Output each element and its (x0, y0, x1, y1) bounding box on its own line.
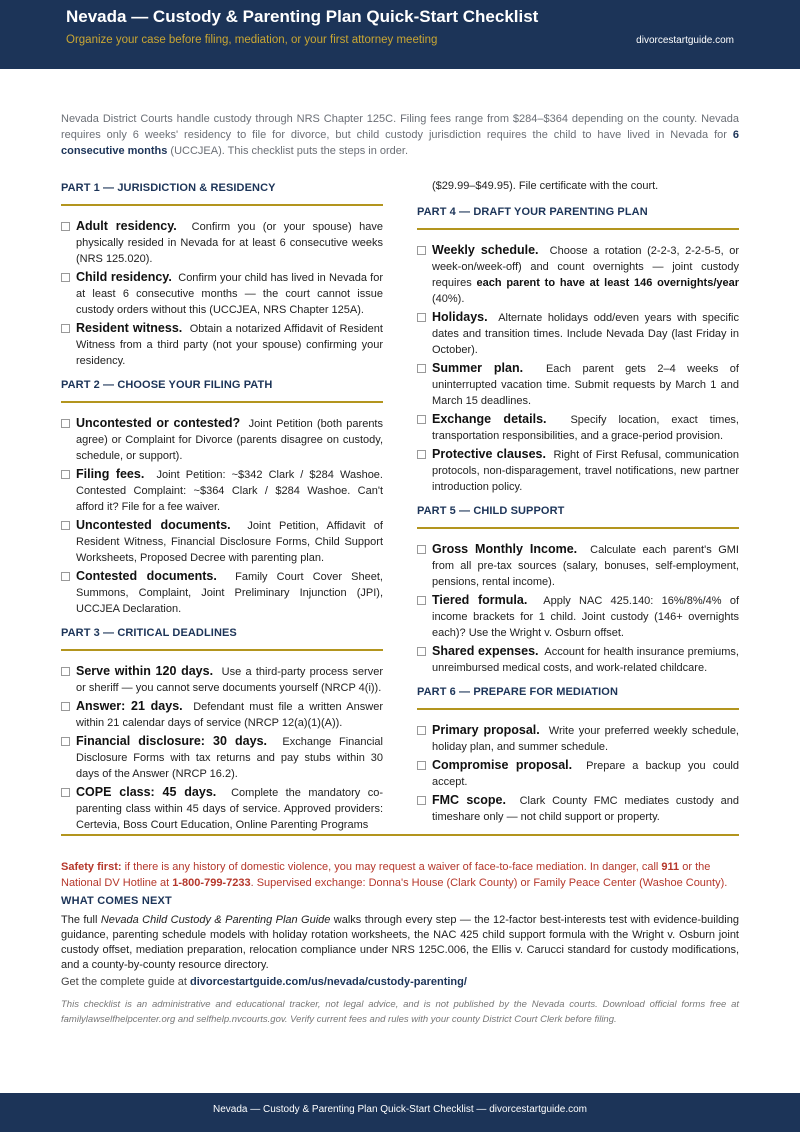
checklist-item (61, 415, 383, 464)
checklist-item (417, 757, 739, 790)
item-label: Summer plan. (432, 361, 524, 375)
part-2-heading: PART 2 — CHOOSE YOUR FILING PATH (61, 375, 383, 403)
what-comes-next-heading: WHAT COMES NEXT (61, 895, 172, 907)
item-label: Uncontested documents. (76, 518, 231, 532)
item-text: Each parent gets 2–4 weeks of uninterrupted vacation time. Submit requests by March 1 and March 15 deadlines. (432, 363, 739, 407)
page-header (0, 0, 800, 69)
intro-text-end: (UCCJEA). This checklist puts the steps in order. (167, 145, 409, 157)
item-label: Filing fees. (76, 467, 145, 481)
item-label: Gross Monthly Income. (432, 542, 578, 556)
item-text-end: (40%). (432, 293, 465, 305)
link-prefix: Get the complete guide at (61, 976, 191, 988)
part-5-section (417, 501, 739, 676)
checkbox[interactable] (61, 222, 70, 231)
checkbox[interactable] (417, 364, 426, 373)
checkbox[interactable] (61, 470, 70, 479)
item-label: Adult residency. (76, 219, 177, 233)
checklist-item (417, 722, 739, 755)
safety-notice (61, 859, 739, 891)
checkbox[interactable] (61, 572, 70, 581)
checkbox[interactable] (61, 788, 70, 797)
item-text: Use a third-party process server or sheriff — you cannot serve documents yourself (NRCP 4(i)). (76, 666, 383, 694)
intro-text: Nevada District Courts handle custody through NRS Chapter 125C. Filing fees range from $284–$364 depending on the county. Nevada requires only 6 weeks' residency to file for divorce, but child custody jurisdiction requires the child to have lived in Nevada for (61, 113, 739, 141)
checkbox[interactable] (61, 702, 70, 711)
item-text: Specify location, exact times, transportation responsibilities, and a grace-period provision. (432, 414, 739, 442)
emergency-number: 911 (661, 861, 680, 873)
checkbox[interactable] (417, 761, 426, 770)
site-name: divorcestartguide.com (636, 35, 734, 46)
checkbox[interactable] (417, 415, 426, 424)
checklist-item (61, 517, 383, 566)
item-text: Choose a rotation (2-2-3, 2-2-5-5, or week-on/week-off) and count overnights — joint custody requires (432, 245, 739, 289)
item-label: Uncontested or contested? (76, 416, 241, 430)
item-text: Alternate holidays odd/even years with specific dates and transition times. Include Nevada Day (last Friday in October). (432, 312, 739, 356)
checkbox[interactable] (417, 596, 426, 605)
item-label: Serve within 120 days. (76, 664, 214, 678)
checklist-item (417, 242, 739, 307)
part-6-heading: PART 6 — PREPARE FOR MEDIATION (417, 682, 739, 710)
checklist-item (417, 643, 739, 676)
page-title: Nevada — Custody & Parenting Plan Quick-Start Checklist (66, 7, 539, 26)
part-3-heading: PART 3 — CRITICAL DEADLINES (61, 623, 383, 651)
item-text: Write your preferred weekly schedule, holiday plan, and summer schedule. (432, 725, 739, 753)
checklist-item (61, 218, 383, 267)
section-divider (61, 834, 739, 836)
checklist-item (61, 698, 383, 731)
item-label: Answer: 21 days. (76, 699, 183, 713)
item-label: Primary proposal. (432, 723, 540, 737)
item-text: Joint Petition: ~$342 Clark / $284 Washoe. Contested Complaint: ~$364 Clark / $284 Washoe. Can't afford it? File for a fee waiver. (76, 469, 383, 513)
item-text: Right of First Refusal, communication protocols, non-disparagement, travel notifications, new partner introduction policy. (432, 449, 739, 493)
item-text: Joint Petition (both parents agree) or Complaint for Divorce (parents disagree on custody, schedule, or support). (76, 418, 383, 462)
part-3-section (61, 623, 383, 833)
item-text: Obtain a notarized Affidavit of Resident Witness from a third party (not your spouse) confirming your residency. (76, 323, 383, 367)
page-subtitle: Organize your case before filing, mediation, or your first attorney meeting (66, 34, 438, 46)
checklist-item (417, 309, 739, 358)
part-2-section (61, 375, 383, 617)
item-label: Holidays. (432, 310, 488, 324)
item-label: Exchange details. (432, 412, 547, 426)
item-text: Prepare a backup you could accept. (432, 760, 739, 788)
safety-text: if there is any history of domestic violence, you may request a waiver of face-to-face mediation. In danger, call (121, 861, 662, 873)
checklist-item (61, 568, 383, 617)
item-text: Joint Petition, Affidavit of Resident Witness, Financial Disclosure Forms, Child Support Worksheets, Proposed Decree with parenting plan. (76, 520, 383, 564)
guide-title: Nevada Child Custody & Parenting Plan Guide (100, 914, 331, 926)
part-3-continued-text: ($29.99–$49.95). File certificate with the court. (432, 180, 659, 192)
disclaimer: This checklist is an administrative and educational tracker, not legal advice, and is not published by the Nevada courts. Download official forms free at familylawselfhelpcenter.org and selfhelp.nvcourts.gov. Verify current fees and rules with your county District Court Clerk before filing. (61, 999, 739, 1025)
checkbox[interactable] (61, 273, 70, 282)
safety-lead: Safety first: (61, 861, 122, 873)
intro-emphasis: 6 consecutive months (61, 129, 739, 157)
checkbox[interactable] (417, 246, 426, 255)
item-label: Contested documents. (76, 569, 217, 583)
checkbox[interactable] (417, 726, 426, 735)
checkbox[interactable] (417, 450, 426, 459)
item-label: FMC scope. (432, 793, 506, 807)
checkbox[interactable] (61, 737, 70, 746)
checklist-item (417, 792, 739, 825)
checkbox[interactable] (61, 324, 70, 333)
item-text: Complete the mandatory co-parenting class within 45 days of service. Approved providers: Certevia, Boss Court Education, Online Parenting Programs (76, 787, 383, 831)
item-text: Account for health insurance premiums, unreimbursed medical costs, and work-related childcare. (432, 646, 739, 674)
item-text: Family Court Cover Sheet, Summons, Complaint, Joint Preliminary Injunction (JPI), UCCJEA Declaration. (76, 571, 383, 615)
guide-link[interactable]: divorcestartguide.com/us/nevada/custody-parenting/ (190, 976, 467, 988)
checkbox[interactable] (417, 545, 426, 554)
guide-link-line (61, 976, 467, 988)
checklist-item (417, 411, 739, 444)
part-1-section (61, 178, 383, 369)
item-label: Compromise proposal. (432, 758, 573, 772)
checklist-item (417, 592, 739, 641)
page-footer: Nevada — Custody & Parenting Plan Quick-Start Checklist — divorcestartguide.com (0, 1093, 800, 1132)
item-emphasis: each parent to have at least 146 overnights/year (476, 277, 740, 289)
checklist-item (417, 541, 739, 590)
safety-text: . Supervised exchange: Donna's House (Clark County) or Family Peace Center (Washoe County). (250, 877, 728, 889)
safety-text: or the National DV Hotline at (61, 861, 711, 889)
part-4-heading: PART 4 — DRAFT YOUR PARENTING PLAN (417, 202, 739, 230)
checklist-item (61, 269, 383, 318)
item-label: Shared expenses. (432, 644, 539, 658)
checkbox[interactable] (417, 647, 426, 656)
item-text: Exchange Financial Disclosure Forms with tax returns and pay stubs within 30 days of the Answer (NRCP 16.2). (76, 736, 383, 780)
hotline-number: 1-800-799-7233 (172, 877, 251, 889)
checklist-item (61, 663, 383, 696)
item-text: Confirm you (or your spouse) have physically resided in Nevada for at least 6 consecutive weeks (NRS 125.020). (76, 221, 383, 265)
intro-paragraph (61, 111, 739, 159)
checkbox[interactable] (417, 796, 426, 805)
part-4-section (417, 202, 739, 495)
right-column (417, 178, 739, 831)
checkbox[interactable] (61, 667, 70, 676)
checklist-item (61, 320, 383, 369)
item-label: Tiered formula. (432, 593, 528, 607)
item-label: COPE class: 45 days. (76, 785, 217, 799)
checkbox[interactable] (61, 521, 70, 530)
checklist-item (61, 733, 383, 782)
checklist-item (61, 466, 383, 515)
item-text: Confirm your child has lived in Nevada for at least 6 consecutive months — the court cannot issue custody orders without this (UCCJEA, NRS Chapter 125A). (76, 272, 383, 316)
checkbox[interactable] (61, 419, 70, 428)
item-text: Defendant must file a written Answer within 21 calendar days of service (NRCP 12(a)(1)(A)). (76, 701, 383, 729)
checkbox[interactable] (417, 313, 426, 322)
item-text: Calculate each parent's GMI from all pre-tax sources (salary, bonuses, self-employment, pensions, rental income). (432, 544, 739, 588)
item-label: Child residency. (76, 270, 172, 284)
part-5-heading: PART 5 — CHILD SUPPORT (417, 501, 739, 529)
item-label: Resident witness. (76, 321, 183, 335)
wcn-text: The full (61, 914, 101, 926)
item-label: Financial disclosure: 30 days. (76, 734, 268, 748)
wcn-text: walks through every step — the 12-factor best-interests test with evidence-building guidance, parenting schedule models with holiday rotation worksheets, the NAC 425 child support formula with the Wright v. Osburn joint custody offset, mediation preparation, relocation compliance under NRS 125C.006, the Ellis v. Carucci standard for custody modifications, and a county-by-county resource directory. (61, 914, 739, 971)
part-1-heading: PART 1 — JURISDICTION & RESIDENCY (61, 178, 383, 206)
left-column (61, 178, 383, 839)
item-label: Weekly schedule. (432, 243, 539, 257)
checklist-item (417, 446, 739, 495)
part-6-section (417, 682, 739, 825)
item-text: Clark County FMC mediates custody and timeshare only — not child support or property. (432, 795, 739, 823)
what-comes-next-body (61, 913, 739, 973)
checklist-item (417, 360, 739, 409)
checklist-item (61, 784, 383, 833)
item-label: Protective clauses. (432, 447, 546, 461)
item-text: Apply NAC 425.140: 16%/8%/4% of income brackets for 1 child. Joint custody (146+ overnights each)? Use the Wright v. Osburn offset. (432, 595, 739, 639)
